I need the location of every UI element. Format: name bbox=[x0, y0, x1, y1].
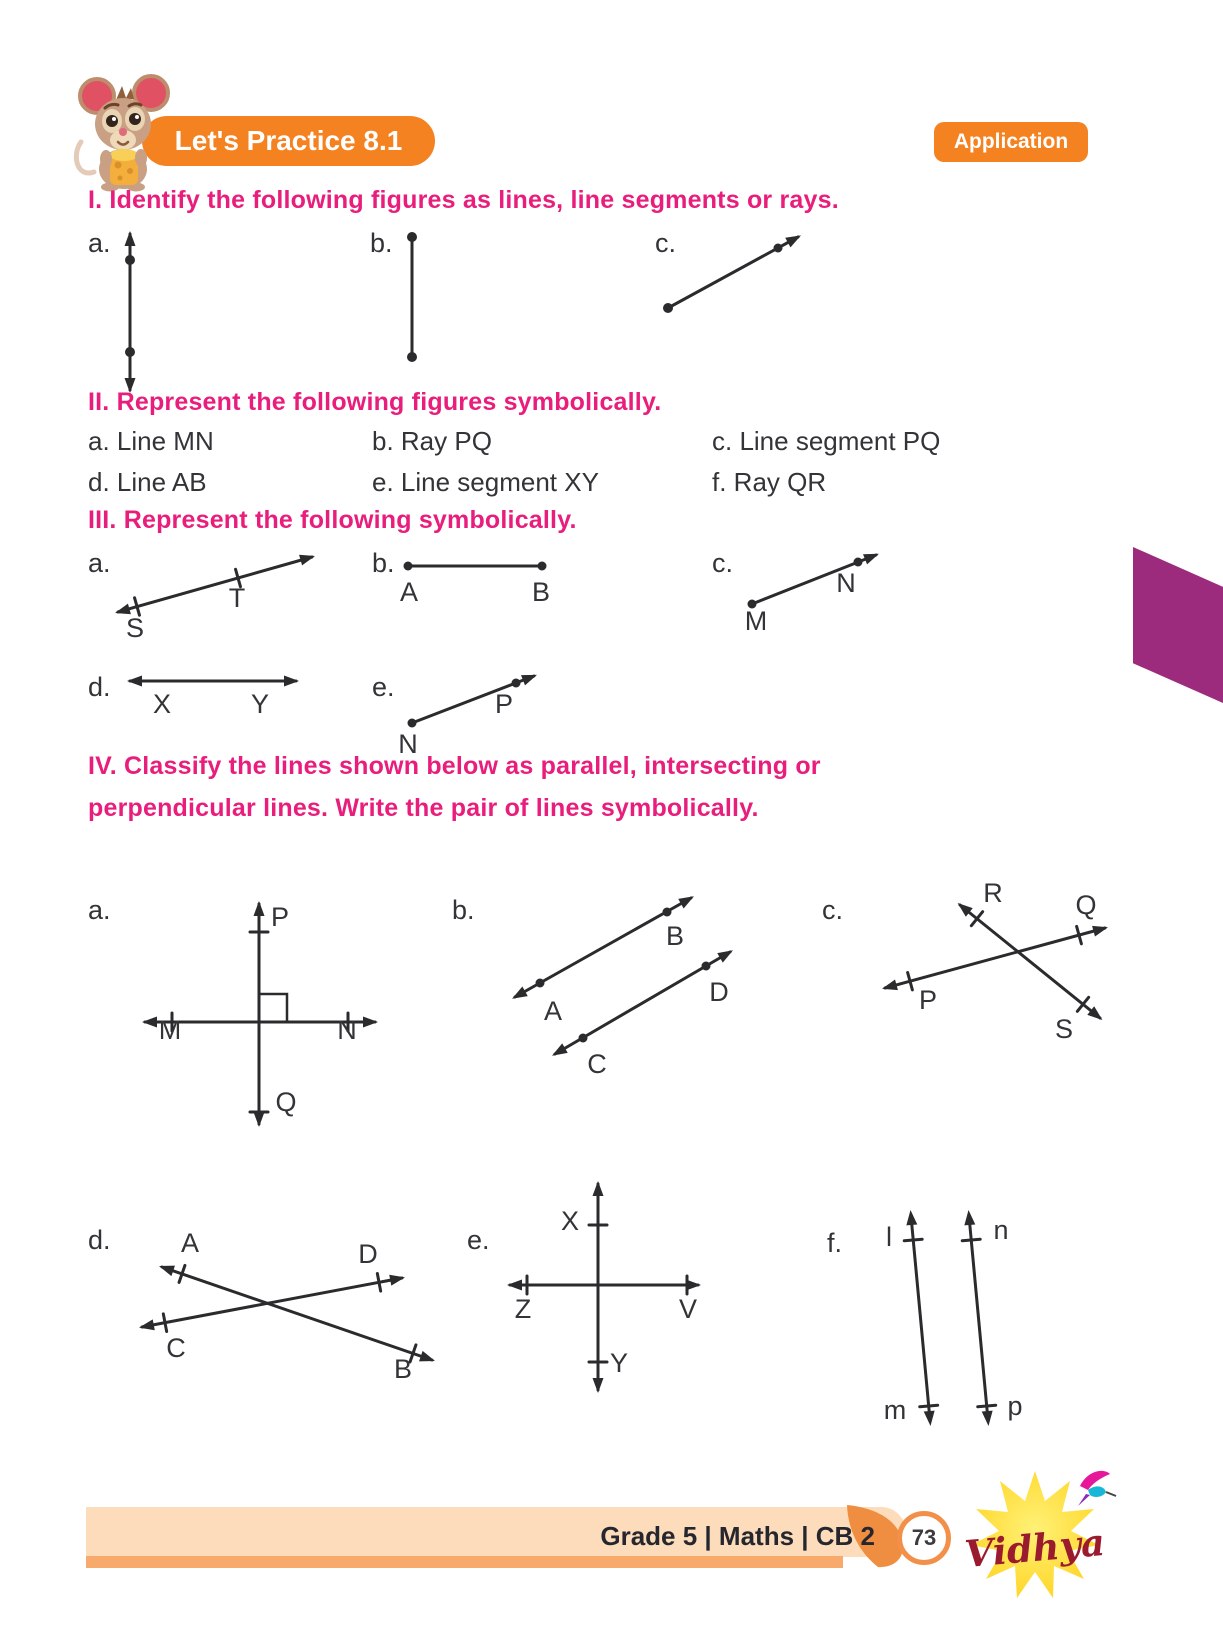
figure-4b-label: b. bbox=[452, 895, 475, 925]
point-label-p: p bbox=[1007, 1391, 1023, 1421]
mouse-mascot-icon bbox=[72, 66, 177, 192]
point-label-Q: Q bbox=[275, 1087, 297, 1117]
point-label-B: B bbox=[665, 921, 685, 951]
hummingbird-icon bbox=[1078, 1471, 1116, 1506]
footer-caption: Grade 5 | Maths | CB 2 bbox=[600, 1521, 875, 1551]
figure-3e-ray-NP bbox=[390, 665, 550, 757]
point-label-V: V bbox=[678, 1294, 698, 1324]
s2-item-f: f. Ray QR bbox=[712, 467, 827, 497]
point-label-T: T bbox=[228, 583, 246, 613]
figure-3b-label: b. bbox=[372, 548, 395, 578]
figure-3c-ray-MN bbox=[730, 542, 890, 634]
point-label-Y: Y bbox=[609, 1348, 629, 1378]
figure-3d-line-XY bbox=[118, 665, 308, 719]
figure-4c-label: c. bbox=[822, 895, 844, 925]
point-label-C: C bbox=[587, 1049, 607, 1079]
section-1-title: I. Identify the following figures as lines, line segments or rays. bbox=[88, 186, 839, 214]
page-number-badge bbox=[897, 1511, 951, 1565]
figure-4d-intersecting-lines bbox=[125, 1208, 475, 1393]
section-3-title: III. Represent the following symbolically. bbox=[88, 506, 577, 534]
figure-4e-perpendicular-lines bbox=[492, 1168, 712, 1403]
figure-3e-label: e. bbox=[372, 672, 395, 702]
s2-item-c: c. Line segment PQ bbox=[712, 426, 941, 456]
page-number: 73 bbox=[911, 1525, 937, 1550]
figure-1c-ray bbox=[650, 220, 820, 322]
figure-4b-parallel-lines bbox=[495, 860, 740, 1080]
page-edge-tab bbox=[1133, 547, 1223, 713]
section-4-title-line2: perpendicular lines. Write the pair of lines symbolically. bbox=[88, 794, 759, 822]
figure-1a-label: a. bbox=[88, 228, 111, 258]
point-label-A: A bbox=[399, 577, 419, 607]
point-label-Q: Q bbox=[1075, 890, 1097, 920]
point-label-X: X bbox=[152, 689, 172, 719]
point-label-l: l bbox=[886, 1222, 892, 1252]
practice-banner-label: Let's Practice 8.1 bbox=[174, 125, 403, 156]
point-label-R: R bbox=[983, 878, 1003, 908]
point-label-S: S bbox=[1054, 1014, 1074, 1044]
point-label-n: n bbox=[993, 1215, 1009, 1245]
point-label-M: M bbox=[158, 1015, 182, 1045]
point-label-D: D bbox=[709, 977, 729, 1007]
point-label-D: D bbox=[358, 1239, 378, 1269]
s2-item-a: a. Line MN bbox=[88, 426, 214, 456]
figure-4f-label: f. bbox=[827, 1228, 843, 1258]
figure-3a-label: a. bbox=[88, 548, 111, 578]
figure-3b-segment-AB bbox=[395, 552, 555, 608]
point-label-X: X bbox=[560, 1206, 580, 1236]
section-2-title: II. Represent the following figures symbolically. bbox=[88, 388, 662, 416]
practice-banner bbox=[142, 116, 435, 166]
figure-4f-parallel-lines bbox=[862, 1158, 1032, 1443]
logo-wordmark: Vidhya bbox=[962, 1519, 1107, 1577]
point-label-B: B bbox=[531, 577, 551, 607]
publisher-logo bbox=[950, 1466, 1125, 1604]
point-label-A: A bbox=[543, 996, 563, 1026]
figure-4e-label: e. bbox=[467, 1225, 490, 1255]
figure-4c-intersecting-lines bbox=[855, 858, 1125, 1058]
figure-3a-line-ST bbox=[95, 545, 325, 647]
point-label-Z: Z bbox=[514, 1294, 532, 1324]
point-label-A: A bbox=[180, 1228, 200, 1258]
s2-item-e: e. Line segment XY bbox=[372, 467, 599, 497]
point-label-P: P bbox=[494, 689, 514, 719]
application-badge-label: Application bbox=[953, 130, 1069, 153]
right-angle-mark bbox=[259, 994, 287, 1022]
figure-1b-label: b. bbox=[370, 228, 393, 258]
s2-item-d: d. Line AB bbox=[88, 467, 207, 497]
point-label-P: P bbox=[918, 985, 938, 1015]
point-label-P: P bbox=[270, 902, 290, 932]
point-label-M: M bbox=[744, 606, 768, 634]
figure-4a-perpendicular-lines bbox=[125, 858, 395, 1143]
point-label-m: m bbox=[883, 1395, 907, 1425]
s2-item-b: b. Ray PQ bbox=[372, 426, 492, 456]
figure-3d-label: d. bbox=[88, 672, 111, 702]
footer-strip bbox=[86, 1556, 843, 1568]
point-label-N: N bbox=[398, 729, 418, 757]
section-4-title-line1: IV. Classify the lines shown below as parallel, intersecting or bbox=[88, 752, 821, 780]
figure-1c-label: c. bbox=[655, 228, 677, 258]
point-label-Y: Y bbox=[250, 689, 270, 719]
figure-1b-segment bbox=[392, 226, 432, 368]
point-label-B: B bbox=[393, 1354, 413, 1384]
application-badge bbox=[934, 122, 1088, 162]
figure-4d-label: d. bbox=[88, 1225, 111, 1255]
figure-3c-label: c. bbox=[712, 548, 734, 578]
point-label-C: C bbox=[166, 1333, 186, 1363]
figure-1a-line bbox=[110, 226, 150, 402]
figure-4a-label: a. bbox=[88, 895, 111, 925]
point-label-S: S bbox=[125, 613, 145, 643]
point-label-N: N bbox=[836, 568, 856, 598]
point-label-N: N bbox=[337, 1015, 357, 1045]
